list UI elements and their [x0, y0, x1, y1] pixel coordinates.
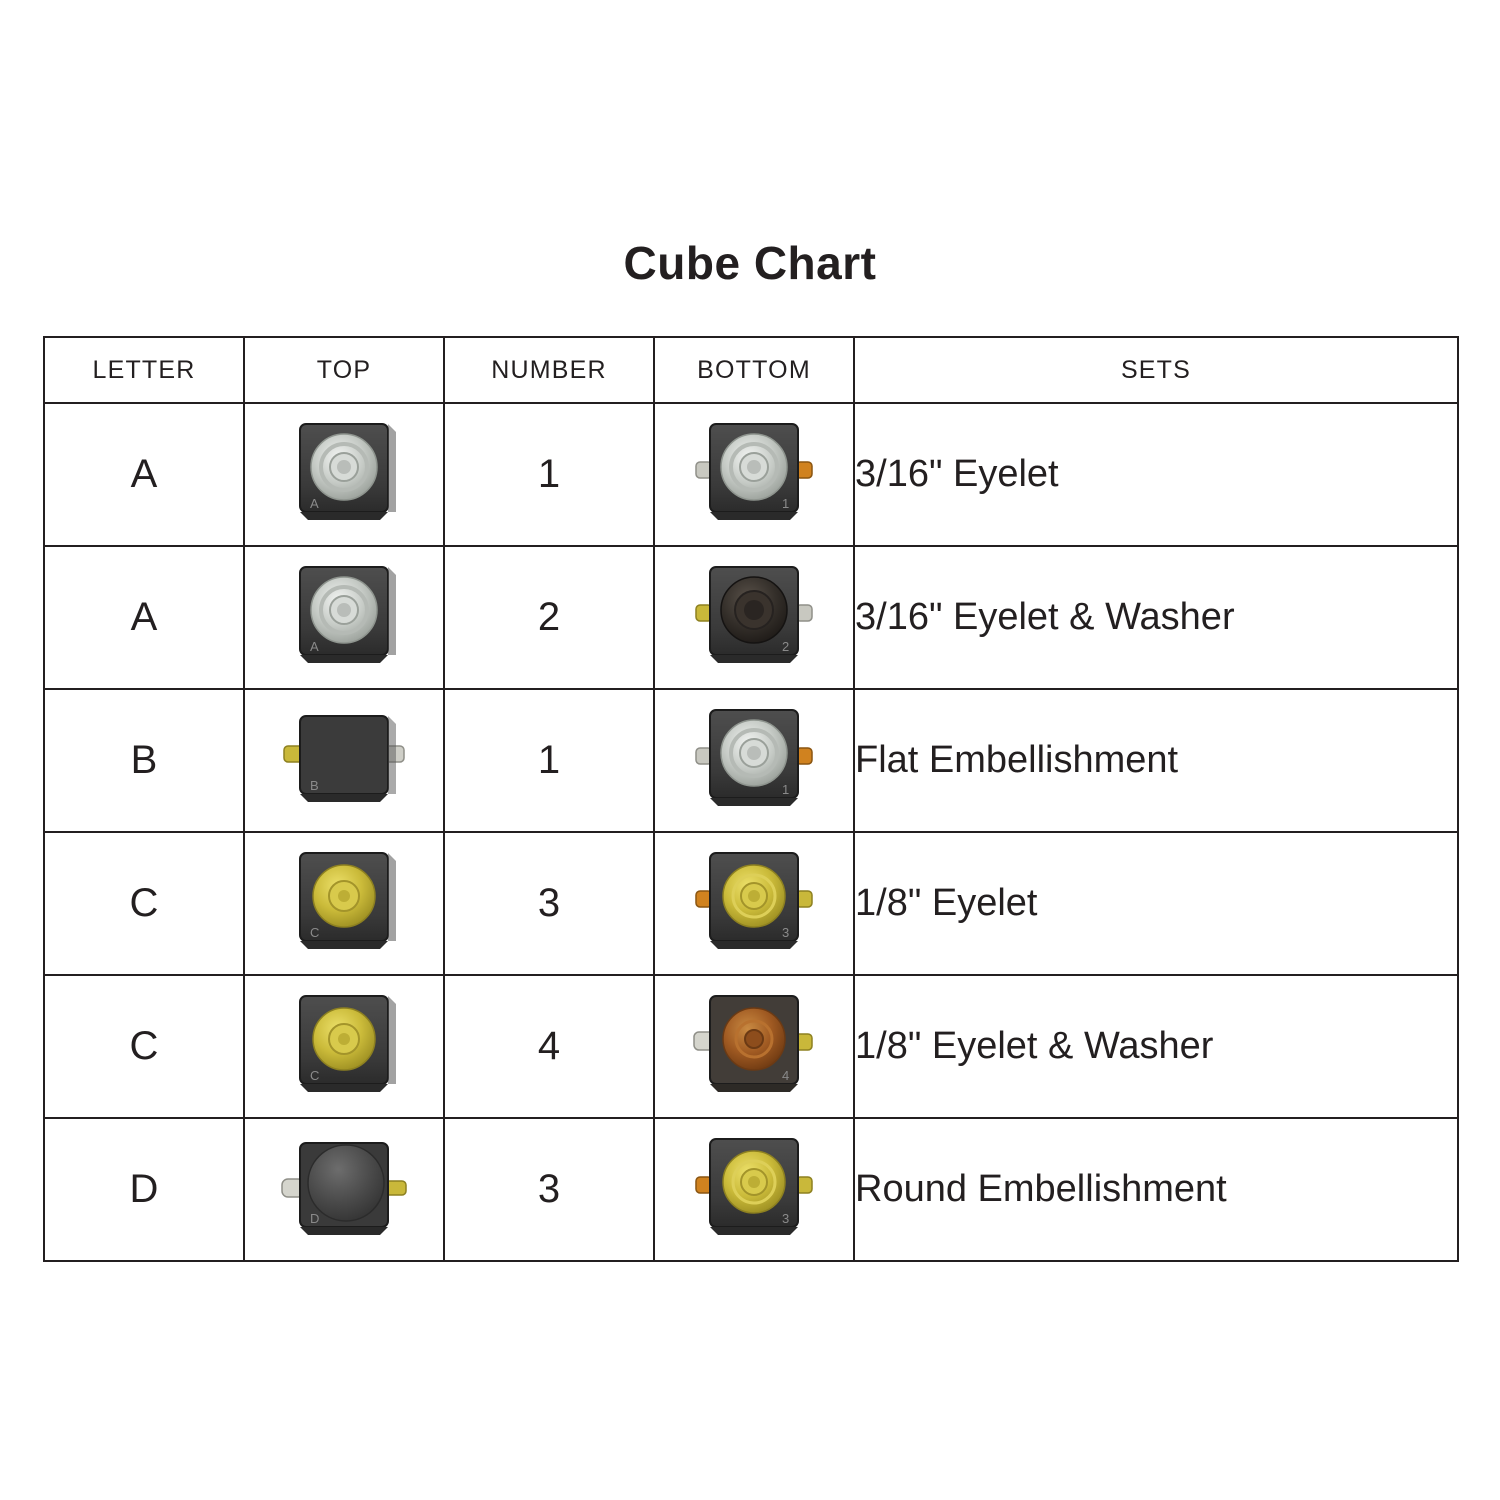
cube-top-silver-eyelet-a-icon: [276, 412, 412, 532]
cell-bottom-image: [654, 832, 854, 975]
cell-sets: Round Embellishment: [854, 1118, 1458, 1261]
table-row: [44, 975, 1458, 1118]
table-row: [44, 1118, 1458, 1261]
cube-top-silver-eyelet-a-icon: [276, 555, 412, 675]
cell-letter: B: [44, 689, 244, 832]
cell-bottom-image: [654, 546, 854, 689]
cell-bottom-image: [654, 975, 854, 1118]
cell-letter: C: [44, 832, 244, 975]
cell-top-image: [244, 975, 444, 1118]
cube-face-label: 2: [782, 639, 790, 654]
column-header-top: TOP: [244, 337, 444, 403]
cube-top-gold-eyelet-c-icon: [276, 841, 412, 961]
cube-face-label: 3: [782, 1211, 790, 1226]
cube-top-gold-eyelet-c-icon: [276, 984, 412, 1104]
cell-top-image: [244, 832, 444, 975]
cube-top-round-d-icon: [276, 1127, 412, 1247]
column-header-number: NUMBER: [444, 337, 654, 403]
cube-bottom-dark-washer-2-icon: [686, 555, 822, 675]
cube-face-label: C: [310, 925, 320, 940]
cell-number: 1: [444, 403, 654, 546]
table-header-row: [44, 337, 1458, 403]
table-row: [44, 546, 1458, 689]
cell-bottom-image: [654, 1118, 854, 1261]
cube-face-label: A: [310, 639, 319, 654]
cell-number: 4: [444, 975, 654, 1118]
cell-number: 2: [444, 546, 654, 689]
cell-number: 3: [444, 1118, 654, 1261]
cube-face-label: B: [310, 778, 319, 793]
cube-face-label: D: [310, 1211, 320, 1226]
cube-bottom-copper-washer-4-icon: [686, 984, 822, 1104]
cell-top-image: [244, 403, 444, 546]
cell-letter: D: [44, 1118, 244, 1261]
cell-bottom-image: [654, 689, 854, 832]
cube-bottom-gold-eyelet-3-icon: [686, 1127, 822, 1247]
cell-letter: A: [44, 403, 244, 546]
cell-sets: 3/16" Eyelet: [854, 403, 1458, 546]
column-header-bottom: BOTTOM: [654, 337, 854, 403]
cell-sets: 3/16" Eyelet & Washer: [854, 546, 1458, 689]
cube-face-label: 1: [782, 496, 790, 511]
cell-bottom-image: [654, 403, 854, 546]
column-header-letter: LETTER: [44, 337, 244, 403]
cell-sets: 1/8" Eyelet: [854, 832, 1458, 975]
cell-letter: C: [44, 975, 244, 1118]
cell-top-image: [244, 689, 444, 832]
table-header: [44, 337, 1458, 403]
table-row: [44, 689, 1458, 832]
cube-face-label: C: [310, 1068, 320, 1083]
cube-chart-table: [43, 336, 1459, 1262]
cube-face-label: 3: [782, 925, 790, 940]
cell-number: 1: [444, 689, 654, 832]
cell-sets: Flat Embellishment: [854, 689, 1458, 832]
cell-top-image: [244, 1118, 444, 1261]
cell-number: 3: [444, 832, 654, 975]
cube-face-label: 1: [782, 782, 790, 797]
cell-letter: A: [44, 546, 244, 689]
cube-bottom-gold-eyelet-3-icon: [686, 841, 822, 961]
table-row: [44, 403, 1458, 546]
column-header-sets: SETS: [854, 337, 1458, 403]
page-title: Cube Chart: [623, 237, 877, 289]
cube-top-flat-b-icon: [276, 698, 412, 818]
cube-bottom-silver-eyelet-1-icon: [686, 698, 822, 818]
cell-sets: 1/8" Eyelet & Washer: [854, 975, 1458, 1118]
table-row: [44, 832, 1458, 975]
cube-face-label: A: [310, 496, 319, 511]
table-body: [44, 403, 1458, 1261]
cube-face-label: 4: [782, 1068, 790, 1083]
cell-top-image: [244, 546, 444, 689]
cube-bottom-silver-eyelet-1-icon: [686, 412, 822, 532]
